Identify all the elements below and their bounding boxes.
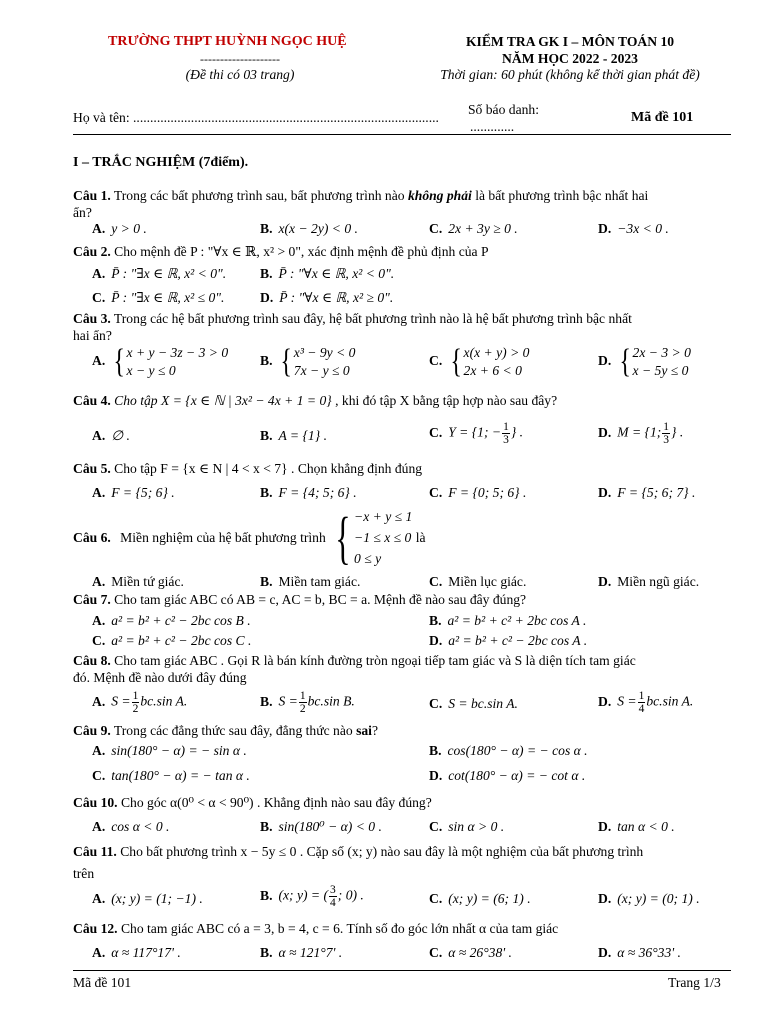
- name-field-label: Họ và tên: ..........................................................................................: [73, 110, 439, 125]
- question-12: Câu 12. Cho tam giác ABC có a = 3, b = 4, c = 6. Tính số đo góc lớn nhất α của tam giác: [73, 921, 559, 936]
- question-7: Câu 7. Cho tam giác ABC có AB = c, AC = b, BC = a. Mệnh đề nào sau đây đúng?: [73, 592, 527, 607]
- question-1: Câu 1. Trong các bất phương trình sau, bất phương trình nào không phải là bất phương trình bậc nhất hai ẩn?: [73, 188, 649, 220]
- q5-option-b[interactable]: B. F = {4; 5; 6} .: [260, 485, 357, 500]
- q9-option-a[interactable]: A. sin(180° − α) = − sin α .: [92, 743, 247, 758]
- question-4: Câu 4. Cho tập X = {x ∈ ℕ | 3x² − 4x + 1 = 0} , khi đó tập X bằng tập hợp nào sau đây?: [73, 393, 558, 408]
- question-5: Câu 5. Cho tập F = {x ∈ N | 4 < x < 7} . Chọn khẳng định đúng: [73, 461, 423, 476]
- footer-exam-code: Mã đề 101: [73, 975, 132, 990]
- q12-option-a[interactable]: A. α ≈ 117°17' .: [92, 945, 181, 960]
- q5-option-c[interactable]: C. F = {0; 5; 6} .: [429, 485, 527, 500]
- q9-option-c[interactable]: C. tan(180° − α) = − tan α .: [92, 768, 250, 783]
- question-9: Câu 9. Trong các đẳng thức sau đây, đẳng thức nào sai?: [73, 723, 378, 738]
- q8-option-c[interactable]: C. S = bc.sin A.: [429, 696, 518, 711]
- q8-option-b[interactable]: B. S = $\frac{1}{2}$ bc.sin B.: [260, 690, 355, 715]
- q8-option-a[interactable]: A. S = $\frac{1}{2}$ bc.sin A.: [92, 690, 188, 715]
- q3-option-a[interactable]: A. {x + y − 3z − 3 > 0 x − y ≤ 0: [92, 343, 229, 380]
- q7-option-a[interactable]: A. a² = b² + c² − 2bc cos B .: [92, 613, 251, 628]
- exam-time: Thời gian: 60 phút (không kể thời gian phát đề): [440, 67, 700, 82]
- question-11: Câu 11. Cho bất phương trình x − 5y ≤ 0 . Cặp số (x; y) nào sau đây là một nghiệm của bất phương trình trên: [73, 844, 644, 881]
- footer-rule: [73, 970, 731, 971]
- q9-option-d[interactable]: D. cot(180° − α) = − cot α .: [429, 768, 586, 783]
- q12-option-d[interactable]: D. α ≈ 36°33' .: [598, 945, 681, 960]
- q7-option-c[interactable]: C. a² = b² + c² − 2bc cos C .: [92, 633, 252, 648]
- exam-year: NĂM HỌC 2022 - 2023: [502, 51, 638, 66]
- question-6: Câu 6. Miền nghiệm của hệ bất phương trình { −x + y ≤ 1 −1 ≤ x ≤ 0 0 ≤ y là: [73, 504, 426, 570]
- q2-option-c[interactable]: C. P̄ : "∃x ∈ ℝ, x² ≤ 0".: [92, 290, 225, 305]
- q2-option-b[interactable]: B. P̄ : "∀x ∈ ℝ, x² < 0".: [260, 266, 395, 281]
- q7-option-b[interactable]: B. a² = b² + c² + 2bc cos A .: [429, 613, 587, 628]
- q6-option-b[interactable]: B. Miền tam giác.: [260, 574, 361, 589]
- q10-option-b[interactable]: B. sin(180⁰ − α) < 0 .: [260, 819, 382, 834]
- q1-option-d[interactable]: D. −3x < 0 .: [598, 221, 669, 236]
- q5-option-a[interactable]: A. F = {5; 6} .: [92, 485, 175, 500]
- q11-option-c[interactable]: C. (x; y) = (6; 1) .: [429, 891, 531, 906]
- q4-option-d[interactable]: D. M = {1; $\frac{1}{3}$ } .: [598, 421, 684, 446]
- q6-option-c[interactable]: C. Miền lục giác.: [429, 574, 527, 589]
- q6-option-a[interactable]: A. Miền tứ giác.: [92, 574, 184, 589]
- q9-option-b[interactable]: B. cos(180° − α) = − cos α .: [429, 743, 588, 758]
- student-id-dots: .............: [470, 119, 515, 134]
- pages-note: (Đề thi có 03 trang): [185, 67, 295, 82]
- q6-option-d[interactable]: D. Miền ngũ giác.: [598, 574, 700, 589]
- q10-option-d[interactable]: D. tan α < 0 .: [598, 819, 675, 834]
- q10-option-a[interactable]: A. cos α < 0 .: [92, 819, 170, 834]
- q12-option-b[interactable]: B. α ≈ 121°7' .: [260, 945, 343, 960]
- header-rule: [73, 134, 731, 135]
- question-10: Câu 10. Cho góc α(0⁰ < α < 90⁰) . Khẳng định nào sau đây đúng?: [73, 795, 432, 810]
- q12-option-c[interactable]: C. α ≈ 26°38' .: [429, 945, 512, 960]
- q11-option-a[interactable]: A. (x; y) = (1; −1) .: [92, 891, 203, 906]
- q5-option-d[interactable]: D. F = {5; 6; 7} .: [598, 485, 696, 500]
- q1-option-c[interactable]: C. 2x + 3y ≥ 0 .: [429, 221, 518, 236]
- q11-option-b[interactable]: B. (x; y) = ( $\frac{3}{4}$ ; 0) .: [260, 884, 364, 909]
- section-title: I – TRẮC NGHIỆM (7điểm).: [73, 155, 249, 170]
- q10-option-c[interactable]: C. sin α > 0 .: [429, 819, 505, 834]
- q3-option-d[interactable]: D. {2x − 3 > 0 x − 5y ≤ 0: [598, 343, 691, 380]
- q2-option-d[interactable]: D. P̄ : "∀x ∈ ℝ, x² ≥ 0".: [260, 290, 394, 305]
- q11-option-d[interactable]: D. (x; y) = (0; 1) .: [598, 891, 700, 906]
- q8-option-d[interactable]: D. S = $\frac{1}{4}$ bc.sin A.: [598, 690, 694, 715]
- q7-option-d[interactable]: D. a² = b² + c² − 2bc cos A .: [429, 633, 588, 648]
- school-rule: --------------------: [200, 52, 280, 66]
- q3-option-b[interactable]: B. {x³ − 9y < 0 7x − y ≤ 0: [260, 343, 356, 380]
- q4-option-b[interactable]: B. A = {1} .: [260, 428, 327, 443]
- exam-title: KIỂM TRA GK I – MÔN TOÁN 10: [465, 34, 675, 49]
- q1-option-a[interactable]: A. y > 0 .: [92, 221, 147, 236]
- footer-page-number: Trang 1/3: [668, 975, 721, 990]
- student-id-label: Số báo danh:: [468, 102, 539, 117]
- exam-code: Mã đề 101: [631, 110, 694, 125]
- q2-option-a[interactable]: A. P̄ : "∃x ∈ ℝ, x² < 0".: [92, 266, 227, 281]
- question-3: Câu 3. Trong các hệ bất phương trình sau đây, hệ bất phương trình nào là hệ bất phương trình bậc nhất hai ẩn?: [73, 311, 632, 343]
- q3-option-c[interactable]: C. {x(x + y) > 0 2x + 6 < 0: [429, 343, 530, 380]
- question-2: Câu 2. Cho mệnh đề P : "∀x ∈ ℝ, x² > 0", xác định mệnh đề phủ định của P: [73, 244, 489, 259]
- q4-option-c[interactable]: C. Y = {1; − $\frac{1}{3}$ } .: [429, 421, 524, 446]
- school-name: TRƯỜNG THPT HUỲNH NGỌC HUỆ: [108, 34, 347, 49]
- question-8: Câu 8. Cho tam giác ABC . Gọi R là bán kính đường tròn ngoại tiếp tam giác và S là diện tích tam giác đó. Mệnh đề nào dưới đây đúng: [73, 653, 636, 685]
- q1-option-b[interactable]: B. x(x − 2y) < 0 .: [260, 221, 358, 236]
- q4-option-a[interactable]: A. ∅ .: [92, 428, 130, 443]
